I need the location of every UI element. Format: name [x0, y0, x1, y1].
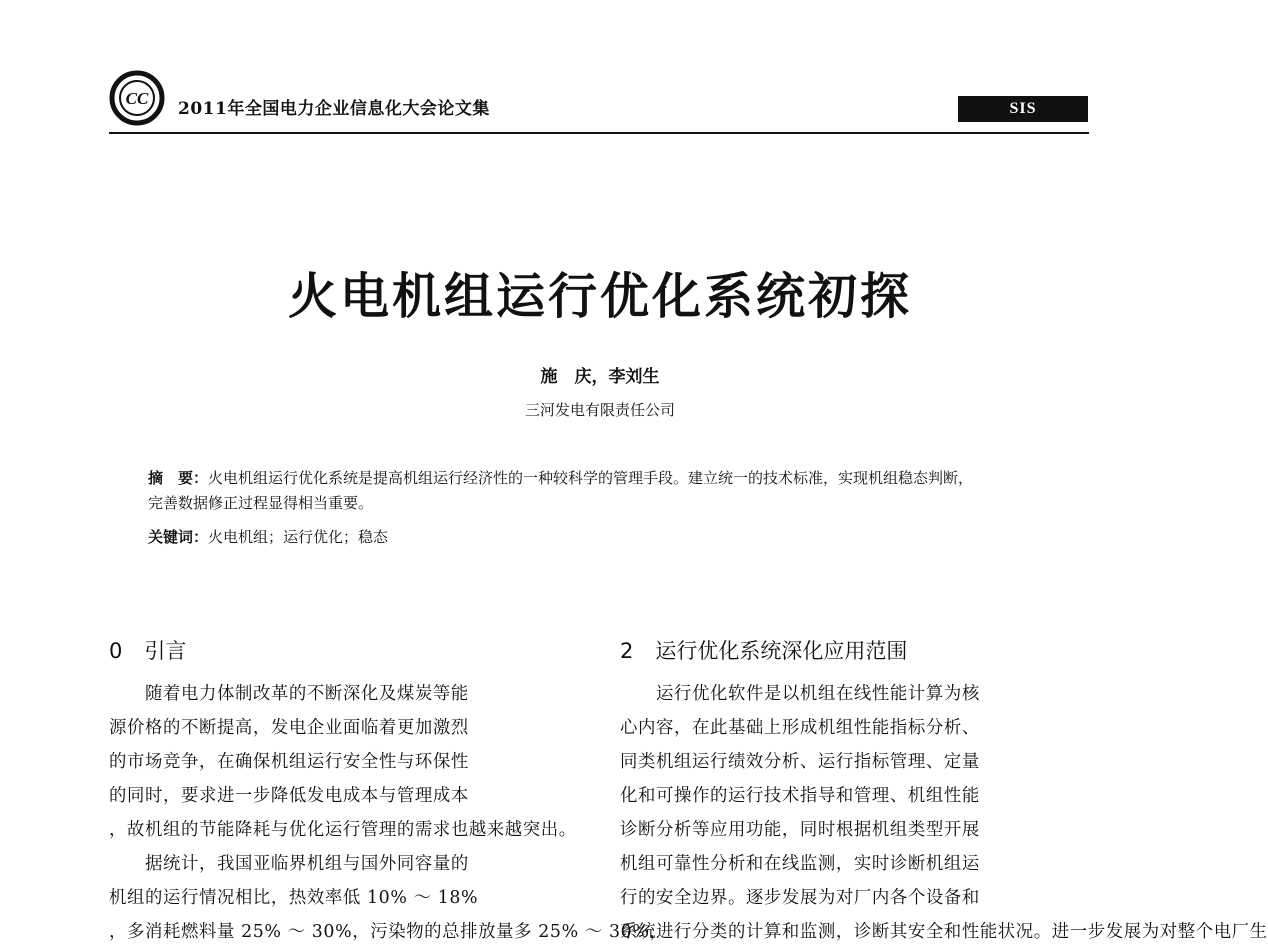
svg-text:CC: CC: [125, 89, 149, 108]
body-paragraph: 运行优化软件是以机组在线性能计算为核 心内容，在此基础上形成机组性能指标分析、 同类机组运行绩效分析、运行指标管理、定量 化和可操作的运行技术指导和管理、机组性能 诊断分析等应用功能，同时根据机组类型开展 机组可靠性分析和在线监测，实时诊断机组运 行的安全边界。逐步发展为对厂内各个设备和 系统进行分类的计算和监测，诊断其安全和性能状况。进一步发展为对整个电厂生: [620, 684, 1268, 942]
left-column-body: [109, 677, 668, 949]
abstract-label: 摘 要：: [148, 469, 209, 487]
running-head: 2011年全国电力企业信息化大会论文集: [178, 99, 490, 119]
section-heading-2: [620, 635, 907, 665]
conference-logo: [109, 70, 165, 126]
paper-title: 火电机组运行优化系统初探: [287, 267, 912, 325]
abstract: [148, 466, 1093, 516]
keywords-text: 火电机组；运行优化；稳态: [208, 528, 389, 546]
section-number: 0: [109, 639, 123, 663]
body-paragraph: 据统计，我国亚临界机组与国外同容量的 机组的运行情况相比，热效率低 10% ～ 18% ，多消耗燃料量 25% ～ 30%，污染物的总排放量多 25% ～ 30%，: [109, 854, 668, 942]
keywords: [148, 525, 388, 550]
abstract-text: 火电机组运行优化系统是提高机组运行经济性的一种较科学的管理手段。建立统一的技术标准，实现机组稳态判断， 完善数据修正过程显得相当重要。: [148, 469, 974, 512]
keywords-label: 关键词：: [148, 528, 209, 546]
section-number: 2: [620, 639, 634, 663]
section-title: 运行优化系统深化应用范围: [655, 639, 908, 663]
body-paragraph: 随着电力体制改革的不断深化及煤炭等能 源价格的不断提高，发电企业面临着更加激烈 的市场竞争，在确保机组运行安全性与环保性 的同时，要求进一步降低发电成本与管理成本 ，故机组的节能降耗与优化运行管理的需求也越来越突出。: [109, 684, 577, 840]
header-divider: [109, 132, 1089, 134]
section-heading-0: [109, 635, 186, 665]
section-tag-badge: SIS: [958, 96, 1088, 122]
paper-affiliation: 三河发电有限责任公司: [524, 401, 675, 419]
section-title: 引言: [144, 639, 187, 663]
right-column-body: [620, 677, 1268, 949]
paper-authors: 施 庆，李刘生: [540, 367, 660, 387]
